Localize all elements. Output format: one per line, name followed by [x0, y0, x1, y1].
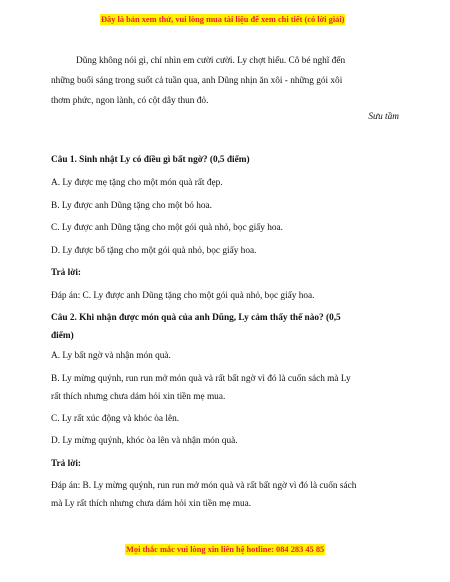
question-1-option-c: C. Ly được anh Dũng tặng cho một gói quà nhỏ, bọc giấy hoa.: [51, 223, 284, 233]
question-2-option-b-line-1: B. Ly mừng quýnh, run run mở món quà và rất bất ngờ vì đó là cuốn sách mà Ly: [51, 374, 351, 384]
passage-line-1: Dũng không nói gì, chỉ nhìn em cười cười. Ly chợt hiểu. Cô bé nghĩ đến: [76, 56, 346, 66]
question-2-option-a: A. Ly bất ngờ và nhận món quà.: [51, 351, 171, 361]
question-2-answer-label: Trả lời:: [51, 459, 82, 469]
question-2-title-line-1: Câu 2. Khi nhận được món quà của anh Dũng, Ly cảm thấy thế nào? (0,5: [51, 313, 341, 323]
question-2-answer-line-2: mà Ly rất thích nhưng chưa dám hỏi xin tiền mẹ mua.: [51, 499, 252, 509]
question-1-answer-label: Trả lời:: [51, 268, 82, 278]
question-2-answer-line-1: Đáp án: B. Ly mừng quýnh, run run mở món quà và rất bất ngờ vì đó là cuốn sách: [51, 481, 357, 491]
passage-source: Sưu tầm: [368, 112, 399, 122]
question-2-option-c: C. Ly rất xúc động và khóc òa lên.: [51, 414, 180, 424]
question-2-title-line-2: điểm): [51, 331, 74, 341]
question-1-option-d: D. Ly được bố tặng cho một gói quà nhỏ, bọc giấy hoa.: [51, 246, 257, 256]
passage-line-3: thơm phức, ngon lành, có cột dây thun đỏ.: [51, 96, 209, 106]
question-1-title: Câu 1. Sinh nhật Ly có điều gì bất ngờ? (0,5 điểm): [51, 155, 250, 165]
question-1-option-a: A. Ly được mẹ tặng cho một món quà rất đẹp.: [51, 178, 223, 188]
passage-line-2: những buổi sáng trong suốt cả tuần qua, anh Dũng nhịn ăn xôi - những gói xôi: [51, 76, 343, 86]
preview-banner: Đây là bản xem thử, vui lòng mua tài liệu để xem chi tiết (có lời giải): [101, 15, 345, 24]
question-1-option-b: B. Ly được anh Dũng tặng cho một bó hoa.: [51, 201, 213, 211]
question-2-option-d: D. Ly mừng quýnh, khóc òa lên và nhận món quà.: [51, 436, 238, 446]
hotline-banner: Mọi thắc mắc vui lòng xin liên hệ hotline: 084 283 45 85: [126, 545, 325, 554]
question-1-answer: Đáp án: C. Ly được anh Dũng tặng cho một gói quà nhỏ, bọc giấy hoa.: [51, 291, 315, 301]
question-2-option-b-line-2: rất thích nhưng chưa dám hỏi xin tiền mẹ mua.: [51, 392, 226, 402]
